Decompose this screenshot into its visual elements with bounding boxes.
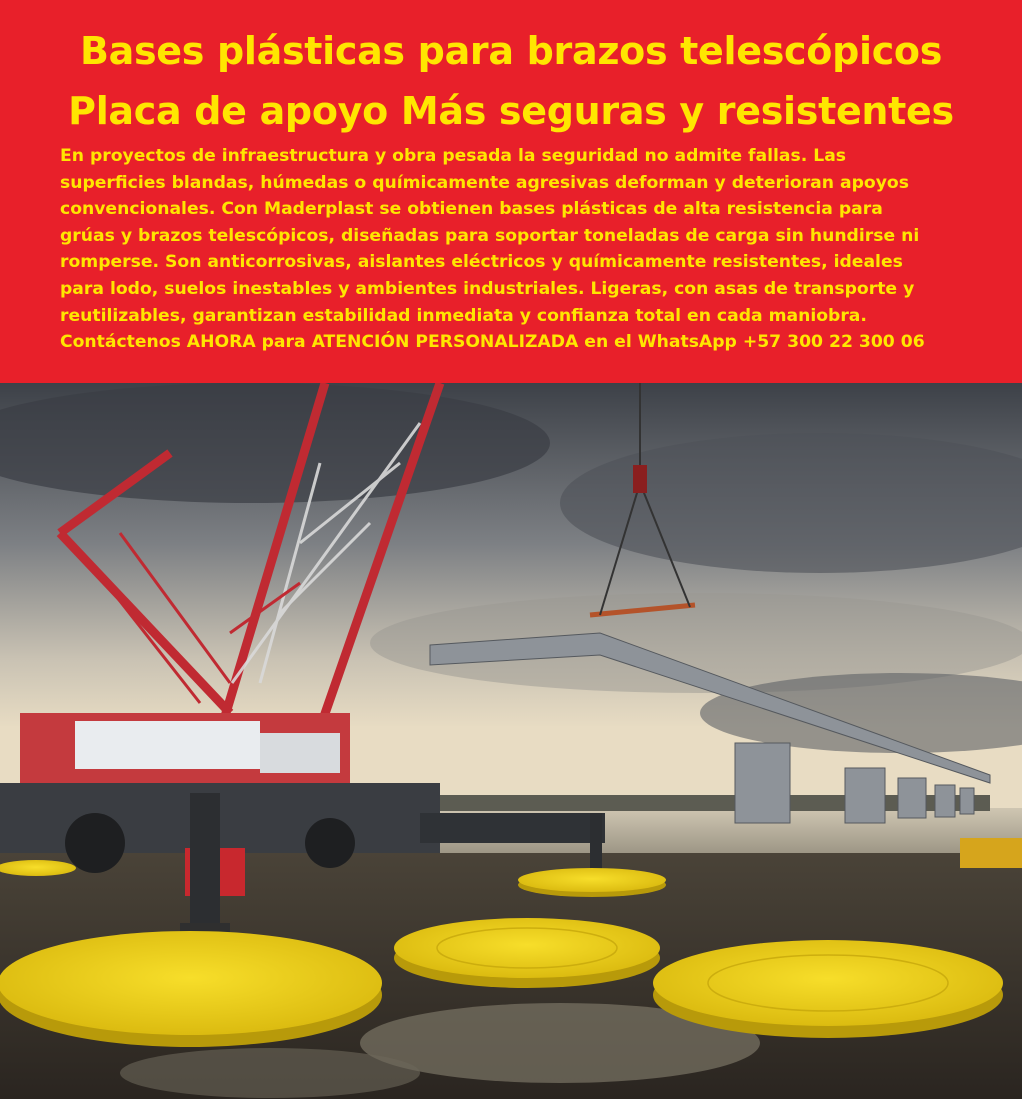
body-description — [60, 143, 1010, 356]
headline-line-2: Placa de apoyo Más seguras y resistentes — [68, 89, 954, 133]
promo-banner — [0, 0, 1022, 383]
body-line: para lodo, suelos inestables y ambientes industriales. Ligeras, con asas de transporte y — [60, 278, 915, 299]
crane-bridge-photo — [0, 383, 1022, 1099]
body-line: grúas y brazos telescópicos, diseñadas para soportar toneladas de carga sin hundirse ni — [60, 225, 920, 246]
body-line: superficies blandas, húmedas o químicamente agresivas deforman y deterioran apoyos — [60, 172, 909, 193]
body-line: reutilizables, garantizan estabilidad inmediata y confianza total en cada maniobra. — [60, 305, 867, 326]
body-line: romperse. Son anticorrosivas, aislantes eléctricos y químicamente resistentes, ideales — [60, 252, 903, 273]
headline-line-1: Bases plásticas para brazos telescópicos — [79, 29, 943, 73]
body-line: En proyectos de infraestructura y obra pesada la seguridad no admite fallas. Las — [60, 146, 847, 166]
body-line: convencionales. Con Maderplast se obtienen bases plásticas de alta resistencia para — [60, 199, 883, 220]
contact-line: Contáctenos AHORA para ATENCIÓN PERSONALIZADA en el WhatsApp +57 300 22 300 06 — [60, 332, 925, 353]
